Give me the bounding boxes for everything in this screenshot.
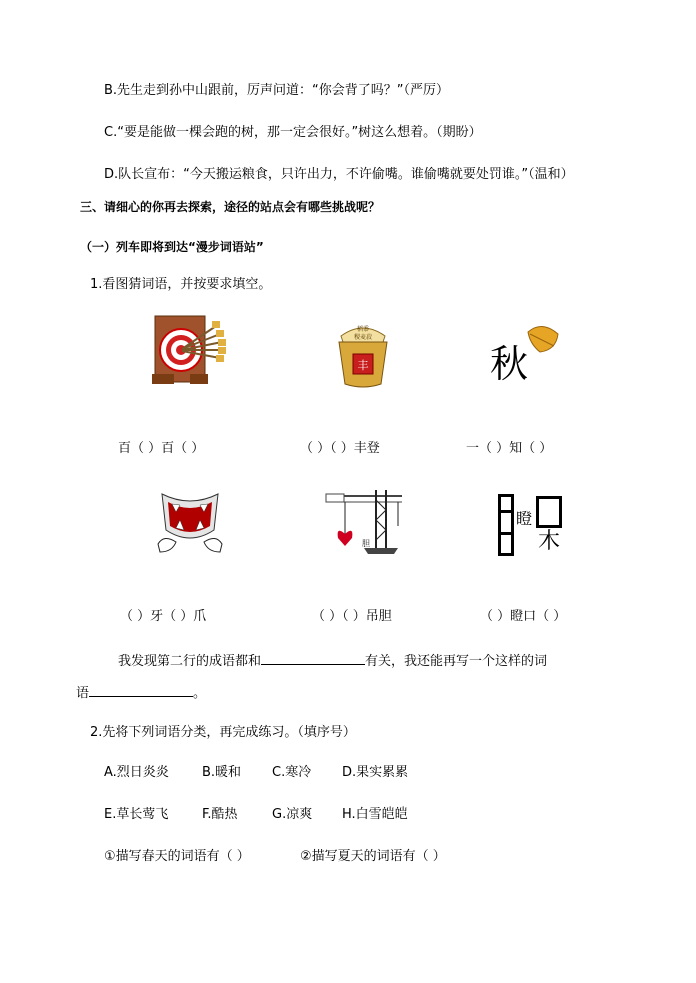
answer-spring[interactable]: ①描写春天的词语有（ ） xyxy=(104,849,250,864)
discovery-line-1 xyxy=(118,650,547,671)
option-d: D.队长宣布：“今天搬运粮食，只许出力，不许偷嘴。谁偷嘴就要处罚谁。”（温和） xyxy=(104,167,574,182)
idiom-row-2-item-3: （ ）瞪口（ ） xyxy=(480,609,567,624)
crane-heart-picture xyxy=(322,486,412,558)
target-arrows-picture xyxy=(152,312,232,387)
autumn-picture xyxy=(488,322,568,392)
idiom-row-2-item-1: （ ）牙（ ）爪 xyxy=(120,609,207,624)
idiom-row-1-item-2: （ ）（ ）丰登 xyxy=(300,441,380,456)
idiom-row-1-item-1: 百（ ）百（ ） xyxy=(118,441,205,456)
discovery-blank-1[interactable] xyxy=(261,650,365,665)
answer-summer[interactable]: ②描写夏天的词语有（ ） xyxy=(300,849,446,864)
discovery-line-2 xyxy=(76,682,206,703)
option-c: C.“要是能做一棵会跑的树，那一定会很好。”树这么想着。（期盼） xyxy=(104,125,482,140)
autumn-character: 秋 xyxy=(490,342,529,386)
discovery-blank-2[interactable] xyxy=(89,682,193,697)
gall-label: 胆 xyxy=(362,539,370,548)
idiom-row-2-item-2: （ ）（ ）吊胆 xyxy=(312,609,392,624)
svg-text:稻黍: 稻黍 xyxy=(356,326,370,333)
option-d-word: D.果实累累 xyxy=(342,765,409,780)
stretched-character-text: 瞪 xyxy=(516,509,533,528)
section-3-title: 三、请细心的你再去探索，途径的站点会有哪些挑战呢？ xyxy=(80,200,381,214)
option-c-word: C.寒冷 xyxy=(272,765,312,780)
discovery-text-b: 有关，我还能再写一个这样的词 xyxy=(365,654,548,669)
option-f-word: F.酷热 xyxy=(202,807,238,822)
option-g-word: G.凉爽 xyxy=(272,807,313,822)
svg-text:稷麦菽: 稷麦菽 xyxy=(353,334,373,341)
option-h-word: H.白雪皑皑 xyxy=(342,807,408,822)
idiom-row-1-item-3: 一（ ）知（ ） xyxy=(466,441,553,456)
part-1-title: （一）列车即将到达“漫步词语站” xyxy=(80,240,264,254)
option-a: A.烈日炎炎 xyxy=(104,765,169,780)
discovery-text-c: 语 xyxy=(76,686,90,701)
question-1: 1.看图猜词语，并按要求填空。 xyxy=(90,277,272,292)
teeth-claws-picture xyxy=(154,490,226,560)
option-b-word: B.暖和 xyxy=(202,765,242,780)
stretched-character-picture: 瞪 木 xyxy=(498,494,564,560)
option-b: B.先生走到孙中山跟前，厉声问道：“你会背了吗？”（严厉） xyxy=(104,83,450,98)
basket-label: 丰 xyxy=(357,359,369,372)
grain-basket-picture xyxy=(333,318,393,392)
question-2: 2.先将下列词语分类，再完成练习。（填序号） xyxy=(90,725,356,740)
discovery-text-a: 我发现第二行的成语都和 xyxy=(118,654,262,669)
discovery-text-d: 。 xyxy=(193,686,207,701)
option-e-word: E.草长莺飞 xyxy=(104,807,169,822)
